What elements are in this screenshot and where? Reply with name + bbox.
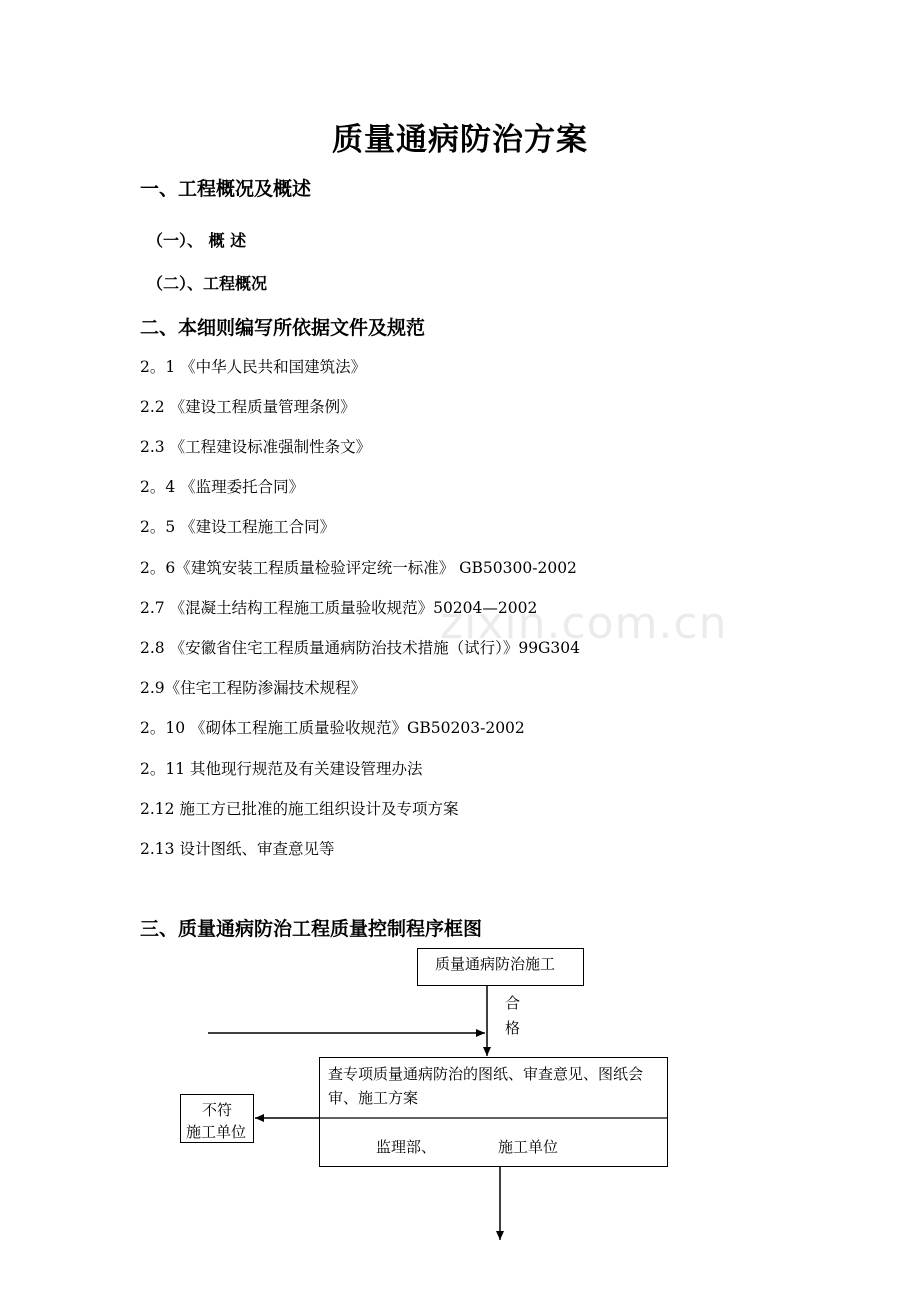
section-1-sub-2: （二）、工程概况 — [147, 274, 268, 293]
reference-item: 2。10 《砌体工程施工质量验收规范》GB50203-2002 — [140, 719, 525, 737]
reference-item: 2。1 《中华人民共和国建筑法》 — [140, 358, 367, 376]
reference-item: 2.8 《安徽省住宅工程质量通病防治技术措施（试行）》99G304 — [140, 639, 581, 657]
reference-item: 2.3 《工程建设标准强制性条文》 — [140, 438, 372, 456]
reference-item: 2。11 其他现行规范及有关建设管理办法 — [140, 760, 423, 778]
reference-item: 2。6《建筑安装工程质量检验评定统一标准》 GB50300-2002 — [140, 559, 577, 577]
reference-item: 2.9《住宅工程防渗漏技术规程》 — [140, 679, 367, 697]
reference-item: 2。4 《监理委托合同》 — [140, 478, 305, 496]
reference-item: 2.13 设计图纸、审查意见等 — [140, 840, 335, 858]
section-1-sub-1: （一）、 概 述 — [147, 231, 247, 250]
pass-label-1: 合 — [505, 994, 521, 1012]
reject-label-2: 施工单位 — [186, 1123, 247, 1141]
watermark: zixin.com.cn — [440, 598, 728, 649]
section-3-heading: 三、质量通病防治工程质量控制程序框图 — [140, 918, 483, 940]
review-step-box — [319, 1057, 668, 1167]
reference-item: 2.7 《混凝土结构工程施工质量验收规范》50204—2002 — [140, 599, 538, 617]
section-1-heading: 一、工程概况及概述 — [140, 178, 312, 200]
reference-item: 2.2 《建设工程质量管理条例》 — [140, 398, 356, 416]
review-step-line-1: 查专项质量通病防治的图纸、审查意见、图纸会 — [328, 1065, 644, 1083]
review-party-contractor: 施工单位 — [498, 1138, 559, 1156]
reject-label-1: 不符 — [202, 1101, 233, 1119]
reference-item: 2。5 《建设工程施工合同》 — [140, 518, 336, 536]
section-2-heading: 二、本细则编写所依据文件及规范 — [140, 317, 426, 339]
reject-box — [180, 1094, 254, 1143]
top-step-box — [417, 948, 584, 986]
review-step-line-2: 审、施工方案 — [328, 1089, 419, 1107]
pass-label-2: 格 — [505, 1019, 521, 1037]
top-step-label: 质量通病防治施工 — [435, 955, 556, 973]
reference-item: 2.12 施工方已批准的施工组织设计及专项方案 — [140, 800, 459, 818]
document-title: 质量通病防治方案 — [332, 122, 588, 158]
review-party-supervision: 监理部、 — [376, 1138, 437, 1156]
